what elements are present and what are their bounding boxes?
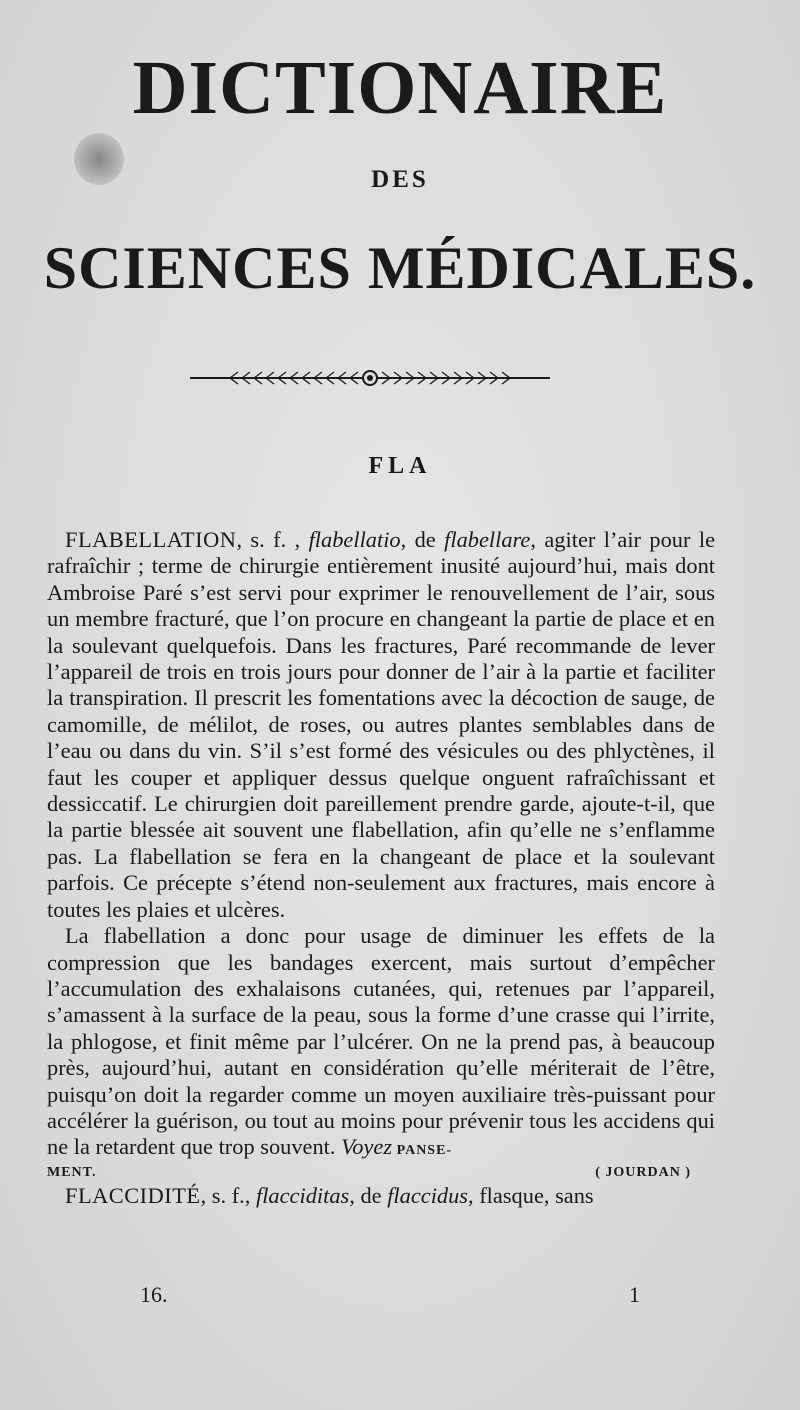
grammar-label: , s. f.,	[200, 1182, 256, 1208]
etym-connector: , de	[400, 527, 445, 552]
title-des: DES	[371, 166, 429, 193]
signature-mark: 1	[629, 1282, 640, 1307]
see-also-label: Voyez	[341, 1134, 393, 1160]
running-section-letters: FLA	[368, 453, 432, 479]
latin-term: flabellatio	[308, 527, 401, 552]
author-signature: ( JOURDAN )	[595, 1164, 691, 1180]
entry-flaccidite	[47, 1183, 715, 1209]
signature-line	[47, 1163, 715, 1183]
etymology: flaccidus	[387, 1182, 469, 1208]
title-sciences-medicales: SCIENCES MÉDICALES.	[43, 235, 757, 301]
paragraph-text: La flabellation a donc pour usage de diminuer les effets de la compression que les bandages exercent, mais surtout d’empêcher l’accumulation des exhalaisons cutanées, qui, retenues par l’appareil, s’amassent à la surface de la peau, sous la forme d’une crasse qui l’irrite, la phlogose, et finit même par l’ulcérer. On ne la prend pas, à beaucoup près, aujourd’hui, autant en considération qu’elle mériterait de l’être, puisqu’on doit la regarder comme un moyen auxiliaire très-puissant pour accélérer la guérison, ou tout au moins pour prévenir tous les accidens qui ne la retardent que trop souvent.	[47, 923, 715, 1160]
definition-text: , agiter l’air pour le rafraîchir ; terme de chirurgie entièrement inusité aujourd’hui, mais dont Ambroise Paré s’est servi pour exprimer le renouvellement de l’air, sous un membre fracturé, que l’on procure en changeant la partie de place et en la soulevant quelquefois. Dans les fractures, Paré recommande de lever l’appareil de trois en trois jours pour donner de l’air à la partie et faciliter la transpiration. Il prescrit les fomentations avec la décoction de sauge, de camomille, de mélilot, de roses, ou autres plantes semblables dans de l’eau ou dans du vin. S’il s’est formé des vésicules ou des phlyctènes, il faut les couper et appliquer dessus quelque onguent rafraîchissant et dessiccatif. Le chirurgien doit pareillement prendre garde, ajoute-t-il, que la partie blessée ait souvent une flabellation, afin qu’elle ne s’enflamme pas. La flabellation se fera en la changeant de place et la soulevant parfois. Ce précepte s’étend non-seulement aux fractures, mais encore à toutes les plaies et ulcères.	[47, 527, 716, 922]
entry-flabellation-para1	[47, 527, 715, 923]
title-dictionaire: DICTIONAIRE	[132, 46, 668, 130]
definition-text: , flasque, sans	[468, 1182, 594, 1208]
latin-term: flacciditas	[255, 1182, 350, 1208]
grammar-label: , s. f. ,	[236, 527, 309, 552]
page-footer	[140, 1282, 640, 1308]
ornament-divider-icon	[190, 368, 550, 388]
cross-reference-end: MENT.	[47, 1164, 97, 1180]
entry-flabellation-para2	[47, 923, 715, 1165]
cross-reference: PANSE-	[392, 1143, 453, 1159]
volume-number: 16.	[140, 1282, 168, 1307]
entry-body	[47, 527, 715, 1209]
etym-connector: , de	[349, 1182, 388, 1208]
headword-flabellation: FLABELLATION	[65, 527, 237, 552]
etymology: flabellare	[444, 527, 531, 552]
headword-flaccidite: FLACCIDITÉ	[65, 1182, 201, 1208]
